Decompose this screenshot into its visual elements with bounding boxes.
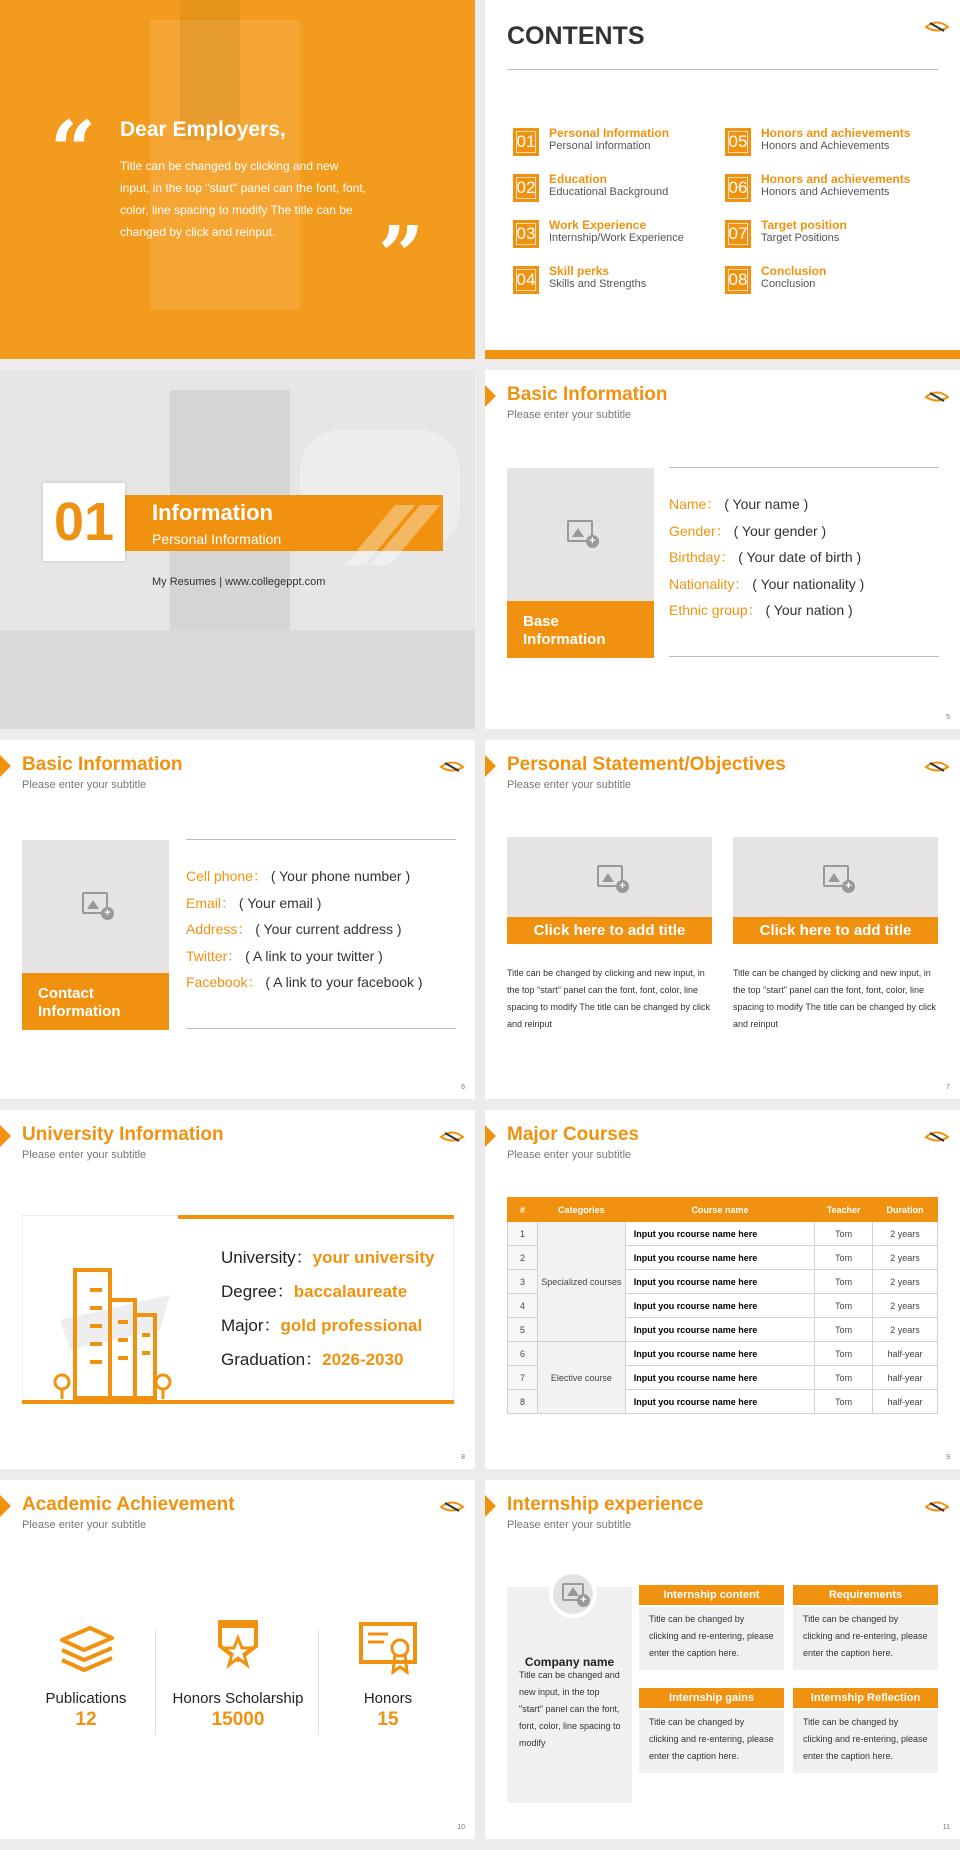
logo-icon [924,1500,950,1514]
logo-icon [924,1130,950,1144]
bottom-bar [485,350,960,359]
row-value[interactable]: your university [312,1248,435,1267]
degree-row [221,1277,407,1302]
teacher: Tom [815,1342,873,1366]
toc-item-01[interactable] [513,126,713,158]
col-header: # [508,1198,538,1222]
box-body-reflection: Title can be changed by clicking and re-entering, please enter the caption here. [793,1710,938,1773]
row-key: University： [221,1248,313,1267]
add-image-icon[interactable] [562,1583,584,1601]
logo-icon [924,760,950,774]
box-heading-requirements: Requirements [793,1585,938,1605]
page-number: 6 [461,1084,465,1091]
field-value[interactable]: ( Your name ) [724,496,809,512]
field-twitter [186,943,456,970]
slide-title: Basic Information [22,754,183,775]
box-body-content: Title can be changed by clicking and re-entering, please enter the caption here. [639,1607,784,1670]
duration: half-year [873,1390,938,1414]
field-key: Address： [186,921,252,937]
duration: 2 years [873,1246,938,1270]
slide-subtitle: Please enter your subtitle [507,1519,632,1531]
toc-title: Skill perks [549,264,610,278]
field-key: Email： [186,894,236,911]
major-row [221,1311,422,1336]
duration: 2 years [873,1294,938,1318]
teacher: Tom [815,1366,873,1390]
table-header-row [508,1198,938,1222]
row-value[interactable]: baccalaureate [293,1282,408,1301]
course-name[interactable]: Input you rcourse name here [625,1390,814,1414]
image-placeholder[interactable] [22,840,169,1030]
slide-title: Major Courses [507,1124,639,1145]
header-marker [485,1495,496,1517]
box-heading-reflection: Internship Reflection [793,1688,938,1708]
card-label [22,973,169,1030]
title-rule [507,69,938,70]
box-heading-gains: Internship gains [639,1688,784,1708]
achievement-honors [318,1620,458,1731]
field-key: Name： [669,496,721,512]
field-value[interactable]: ( A link to your facebook ) [265,974,423,990]
field-value[interactable]: ( Your email ) [238,894,322,911]
duration: 2 years [873,1318,938,1342]
field-address [186,916,456,943]
certificate-icon [358,1620,418,1676]
duration: 2 years [873,1222,938,1246]
card-label [507,601,654,658]
course-name[interactable]: Input you rcourse name here [625,1318,814,1342]
field-key: Nationality： [669,575,749,592]
add-title-button[interactable]: Click here to add title [507,917,712,944]
achievement-label: Honors Scholarship [172,1690,304,1707]
toc-subtitle: Educational Background [549,186,669,198]
field-value[interactable]: ( Your nationality ) [752,575,865,592]
achievement-value: 15 [377,1709,399,1730]
add-image-icon[interactable] [82,892,108,914]
header-marker [0,1125,11,1147]
slide-contact-information[interactable] [0,740,475,1099]
field-cell-phone [186,863,456,890]
section-subtitle: Personal Information [152,531,282,547]
close-quote-icon: ” [378,208,425,302]
company-logo-placeholder[interactable] [549,1570,597,1618]
col-header: Categories [537,1198,625,1222]
toc-title: Work Experience [549,218,647,232]
slide-university-information[interactable] [0,1110,475,1469]
cover-heading: Dear Employers, [120,118,286,141]
category-cell: Elective course [537,1342,625,1414]
toc-title: Conclusion [761,264,827,278]
toc-number: 04 [513,266,539,294]
slide-cover[interactable] [0,0,475,359]
card-label-line: Information [38,1003,121,1020]
col-header: Course name [625,1198,814,1222]
box-body-requirements: Title can be changed by clicking and re-entering, please enter the caption here. [793,1607,938,1670]
page-number: 9 [946,1454,950,1461]
row-key: Degree： [221,1282,294,1301]
field-name [669,491,939,518]
add-image-icon[interactable] [567,520,593,542]
toc-number: 06 [725,174,751,202]
row-number: 4 [508,1294,538,1318]
teacher: Tom [815,1390,873,1414]
achievement-label: Publications [45,1690,127,1707]
page-number: 11 [942,1824,950,1831]
slide-title: Academic Achievement [22,1494,235,1515]
toc-subtitle: Honors and Achievements [761,186,890,198]
box-body-gains: Title can be changed by clicking and re-entering, please enter the caption here. [639,1710,784,1773]
header-marker [485,1125,496,1147]
card-label-line: Base [523,613,559,630]
field-gender [669,518,939,545]
section-number: 01 [43,483,125,561]
table-row[interactable] [508,1342,938,1366]
toc-item-04[interactable] [513,264,713,296]
header-marker [0,1495,11,1517]
contents-title: CONTENTS [507,22,645,50]
field-value[interactable]: ( Your current address ) [255,921,402,937]
slide-contents[interactable] [485,0,960,359]
add-image-icon[interactable] [823,865,849,887]
section-title: Information [152,500,273,525]
row-key: Graduation： [221,1350,323,1369]
category-cell: Specialized courses [537,1222,625,1342]
image-placeholder[interactable] [507,468,654,658]
duration: half-year [873,1342,938,1366]
logo-icon [924,20,950,34]
field-key: Cell phone： [186,868,267,884]
course-name[interactable]: Input you rcourse name here [625,1366,814,1390]
add-image-icon[interactable] [597,865,623,887]
field-key: Facebook： [186,974,262,990]
table-row[interactable] [508,1222,938,1246]
achievement-value: 15000 [211,1709,265,1730]
statement-text: Title can be changed by clicking and new input, in the top "start" panel can the font, font, color, line spacing to modify The title can be changed by click and reinput [507,968,710,1029]
field-birthday [669,544,939,571]
header-marker [485,385,496,407]
field-ethnic-group [669,597,939,624]
toc-item-06[interactable] [725,172,925,204]
field-key: Gender： [669,522,730,539]
image-placeholder[interactable] [507,837,712,917]
toc-subtitle: Personal Information [549,140,651,152]
contact-fields [186,839,456,1029]
slide-basic-information[interactable] [485,370,960,729]
logo-icon [924,390,950,404]
toc-number: 07 [725,220,751,248]
toc-title: Target position [761,218,847,232]
page-number: 10 [457,1824,465,1831]
logo-icon [439,760,465,774]
toc-number: 08 [725,266,751,294]
duration: half-year [873,1366,938,1390]
toc-item-07[interactable] [725,218,925,250]
row-value[interactable]: gold professional [280,1316,423,1335]
achievement-value: 12 [75,1709,97,1730]
toc-number: 05 [725,128,751,156]
building-icon [50,1260,180,1400]
toc-title: Honors and achievements [761,172,911,186]
course-name[interactable]: Input you rcourse name here [625,1294,814,1318]
row-value[interactable]: 2026-2030 [322,1350,404,1369]
graduation-row [221,1345,403,1370]
toc-number: 01 [513,128,539,156]
field-value[interactable]: ( Your date of birth ) [738,549,862,565]
site-credit: My Resumes | www.collegeppt.com [152,576,326,588]
row-number: 2 [508,1246,538,1270]
course-name[interactable]: Input you rcourse name here [625,1246,814,1270]
field-key: Ethnic group： [669,602,762,618]
medal-icon [213,1620,263,1676]
toc-number: 02 [513,174,539,202]
slide-subtitle: Please enter your subtitle [507,409,632,421]
slide-major-courses[interactable] [485,1110,960,1469]
row-key: Major： [221,1316,281,1335]
row-number: 5 [508,1318,538,1342]
achievement-scholarship [168,1620,308,1731]
achievement-publications [16,1620,156,1731]
university-row [221,1243,435,1268]
course-name[interactable]: Input you rcourse name here [625,1342,814,1366]
bottom-accent-line [22,1400,454,1404]
row-number: 6 [508,1342,538,1366]
field-email [186,890,456,917]
course-name[interactable]: Input you rcourse name here [625,1222,814,1246]
books-icon [56,1620,116,1676]
toc-title: Honors and achievements [761,126,911,140]
toc-item-02[interactable] [513,172,713,204]
row-number: 7 [508,1366,538,1390]
slide-internship-experience[interactable] [485,1480,960,1839]
row-number: 8 [508,1390,538,1414]
box-heading-content: Internship content [639,1585,784,1605]
divider [155,1630,156,1735]
teacher: Tom [815,1270,873,1294]
toc-subtitle: Target Positions [761,232,840,244]
field-value[interactable]: ( Your nation ) [765,602,853,618]
col-header: Duration [873,1198,938,1222]
page-number: 7 [946,1084,950,1091]
slide-subtitle: Please enter your subtitle [22,1149,147,1161]
photo-ground [0,630,475,729]
slide-title: Basic Information [507,384,668,405]
field-value[interactable]: ( A link to your twitter ) [245,947,383,964]
company-name: Company name [524,1655,615,1669]
toc-subtitle: Skills and Strengths [549,278,647,290]
toc-item-03[interactable] [513,218,713,250]
card-label-line: Information [523,631,606,648]
card-label-line: Contact [38,985,94,1002]
toc-subtitle: Internship/Work Experience [549,232,684,244]
field-facebook [186,969,456,996]
field-nationality [669,571,939,598]
toc-title: Personal Information [549,126,670,140]
col-header: Teacher [815,1198,873,1222]
header-marker [0,755,11,777]
open-quote-icon: “ [50,103,97,197]
image-placeholder[interactable] [733,837,938,917]
top-accent-line [178,1215,454,1219]
toc-item-08[interactable] [725,264,925,296]
toc-subtitle: Honors and Achievements [761,140,890,152]
achievement-label: Honors [363,1690,413,1707]
teacher: Tom [815,1246,873,1270]
slide-personal-statement[interactable] [485,740,960,1099]
info-fields [669,467,939,657]
field-key: Twitter： [186,947,242,964]
toc-number: 03 [513,220,539,248]
statement-text: Title can be changed by clicking and new input, in the top "start" panel can the font, font, color, line spacing to modify The title can be changed by click and reinput [733,968,936,1029]
add-title-button[interactable]: Click here to add title [733,917,938,944]
slide-title: University Information [22,1124,224,1145]
duration: 2 years [873,1270,938,1294]
field-key: Birthday： [669,549,735,565]
page-number: 5 [946,714,950,721]
slide-subtitle: Please enter your subtitle [507,779,632,791]
slide-subtitle: Please enter your subtitle [507,1149,632,1161]
cover-paragraph: Title can be changed by clicking and new input, in the top "start" panel can the font, font, color, line spacing to modify The title can be changed by click and reinput. [120,159,367,239]
teacher: Tom [815,1294,873,1318]
slide-academic-achievement[interactable] [0,1480,475,1839]
page-number: 8 [461,1454,465,1461]
slide-title: Internship experience [507,1494,704,1515]
slide-section-header[interactable] [0,370,475,729]
courses-table [507,1197,938,1414]
toc-subtitle: Conclusion [761,278,816,290]
company-text: Title can be changed and new input, in the top "start" panel can the font, font, color, line spacing to modify [519,1670,621,1748]
field-value[interactable]: ( Your phone number ) [270,868,411,884]
header-marker [485,755,496,777]
field-value[interactable]: ( Your gender ) [733,522,827,539]
row-number: 1 [508,1222,538,1246]
teacher: Tom [815,1318,873,1342]
logo-icon [439,1130,465,1144]
course-name[interactable]: Input you rcourse name here [625,1270,814,1294]
slide-subtitle: Please enter your subtitle [22,779,147,791]
slide-subtitle: Please enter your subtitle [22,1519,147,1531]
logo-icon [439,1500,465,1514]
row-number: 3 [508,1270,538,1294]
teacher: Tom [815,1222,873,1246]
toc-title: Education [549,172,608,186]
toc-item-05[interactable] [725,126,925,158]
slide-title: Personal Statement/Objectives [507,754,786,775]
